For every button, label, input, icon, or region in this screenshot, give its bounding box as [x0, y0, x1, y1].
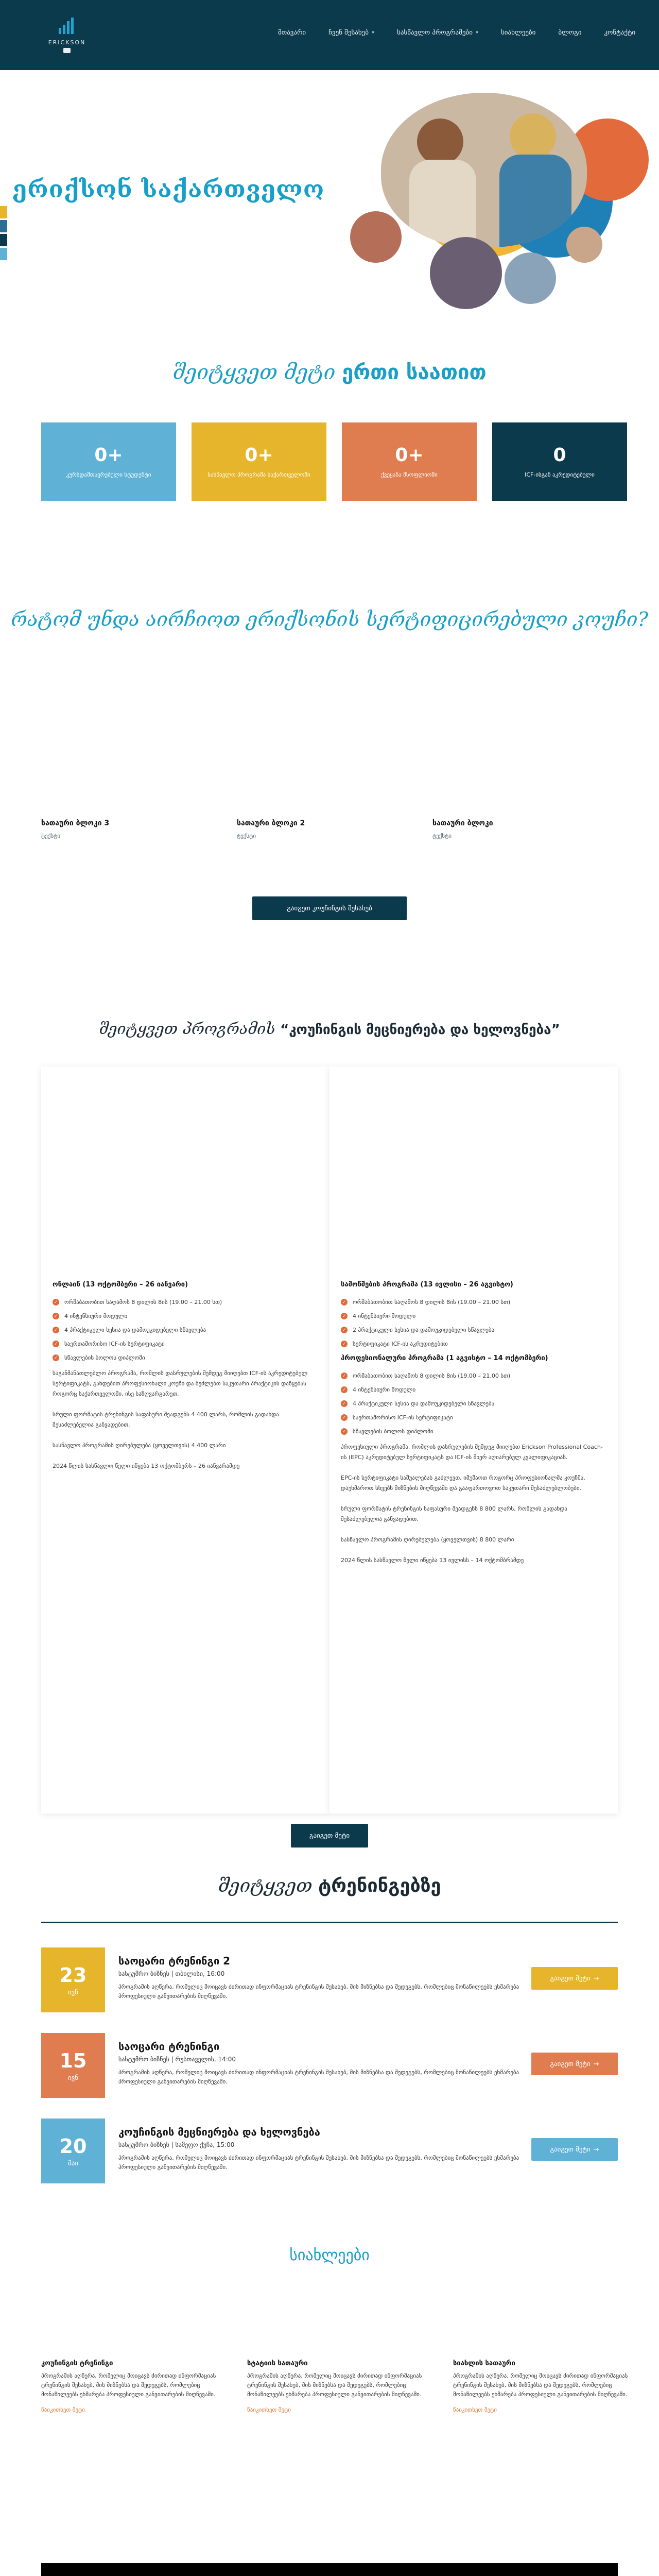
side-tab[interactable] — [0, 248, 7, 260]
nav-item-contact[interactable]: კონტაქტი — [604, 29, 636, 37]
team-photo — [505, 252, 556, 304]
trainings-heading: შეიტყვეთ ტრენინგებზე — [218, 1875, 441, 1896]
check-icon: ✓ — [53, 1354, 59, 1361]
check-icon: ✓ — [53, 1313, 59, 1319]
list-item: ✓ 4 პრაქტიკული სესია და დამოუკიდებელი სწავლება — [53, 1327, 318, 1333]
check-icon: ✓ — [53, 1327, 59, 1333]
date-tile: 23 ივნ — [41, 1947, 105, 2012]
nav-item-about[interactable]: ჩვენ შესახებ ▾ — [328, 29, 375, 37]
nav-item-programs[interactable]: სასწავლო პროგრამები ▾ — [397, 29, 478, 37]
language-flag-icon[interactable] — [63, 48, 71, 53]
team-photo — [430, 237, 502, 309]
list-item: ✓ ორშაბათობით საღამოს 8 დილის 8ის (19.00 – 21.00 სთ) — [341, 1299, 606, 1306]
side-tab[interactable] — [0, 234, 7, 246]
stats-row — [41, 422, 627, 501]
check-icon: ✓ — [341, 1327, 348, 1333]
chevron-down-icon: ▾ — [475, 30, 478, 36]
stat-card: 0+ კურსდამთავრებული სტუდენტი — [41, 422, 176, 501]
check-icon: ✓ — [341, 1341, 348, 1347]
news-item[interactable]: სიახლის სათაური პროგრამის აღწერა, რომელიც მოიცავს ძირითად ინფორმაციას ტრენინგის შესახებ, მის მიზნებსა და შედეგებს, რომლებიც მონაწილეებს ეხმარება პროფესიული განვითარების მიღწევაში. წაიკითხეთ მეტი — [453, 2360, 628, 2413]
training-more-button[interactable]: გაიგეთ მეტი → — [531, 1967, 618, 1990]
check-icon: ✓ — [53, 1299, 59, 1306]
info-card: სათაური ბლოკი 2 ტექსტი — [237, 819, 305, 839]
side-accessibility-tabs — [0, 206, 7, 262]
main-nav — [278, 29, 635, 37]
team-photo — [566, 227, 602, 263]
arrow-right-icon: → — [593, 2060, 599, 2068]
check-icon: ✓ — [341, 1313, 348, 1319]
info-card: სათაური ბლოკი 3 ტექსტი — [41, 819, 110, 839]
stat-card: 0+ ქვეყანა მსოფლიოში — [342, 422, 477, 501]
news-list — [41, 2360, 638, 2413]
list-item: ✓ ორშაბათობით საღამოს 8 დილის 8ის (19.00 – 21.00 სთ) — [341, 1372, 606, 1379]
training-row: 20 მაი კოუჩინგის მეცნიერება და ხელოვნება სასტუმრო ბიზნეს | სამეფო ქუჩა, 15:00 პროგრამის აღწერა, რომელიც მოიცავს ძირითად ინფორმაციას ტრენინგის შესახებ, მის მიზნებსა და შედეგებს, რომლებიც მონაწილეებს ეხმარება პროფესიული განვითარების მიღწევაში. გაიგეთ მეტი → — [41, 2119, 618, 2183]
logo[interactable] — [36, 15, 98, 57]
list-item: ✓ სწავლების ბოლოს დიპლომი — [53, 1354, 318, 1361]
list-item: ✓ სწავლების ბოლოს დიპლომი — [341, 1428, 606, 1435]
date-tile: 20 მაი — [41, 2119, 105, 2183]
hero-photo-main — [381, 93, 587, 247]
date-tile: 15 ივნ — [41, 2033, 105, 2098]
nav-item-news[interactable]: სიახლეები — [500, 29, 536, 37]
logo-bars-icon — [57, 15, 77, 36]
list-item: ✓ 4 ინტენსიური მოდული — [341, 1386, 606, 1393]
training-more-button[interactable]: გაიგეთ მეტი → — [531, 2053, 618, 2075]
news-item[interactable]: სტატიის სათაური პროგრამის აღწერა, რომელიც მოიცავს ძირითად ინფორმაციას ტრენინგის შესახებ, მის მიზნებსა და შედეგებს, რომლებიც მონაწილეებს ეხმარება პროფესიული განვითარების მიღწევაში. წაიკითხეთ მეტი — [247, 2360, 422, 2413]
list-item: ✓ 4 ინტენსიური მოდული — [53, 1313, 318, 1319]
news-heading: სიახლეები — [289, 2246, 370, 2264]
program-card-right: სამოწმების პროგრამა (13 ივლისი – 26 აგვისტო) ✓ ორშაბათობით საღამოს 8 დილის 8ის (19.00 – 21.00 სთ) ✓ 4 ინტენსიური მოდული ✓ 2 პრაქტიკული სესია და დამოუკიდებელი სწავლება ✓ სერტიფიკატი ICF-ის აკრედიტებით პროფესიონალური პროგრამა (1 აგვისტო – 14 ოქტომბერი) ✓ ორშაბათობით საღამოს 8 დილის 8ის (19.00 – 21.00 სთ) ✓ 4 ინტენსიური მოდული ✓ 4 პრაქტიკული სესია და დამოუკიდებელი სწავლება ✓ საერთაშორისო ICF-ის სერტიფიკატი ✓ სწავლების ბოლოს დიპლომი პროფესიული პროგრამა, რომლის დასრულების შემდეგ მიიღებთ Erickson Professional Coach-ის (EPC) აკრედიტებულ სერტიფიკატს და ICF-ის მიერ აღიარებულ კვალიფიკაციას. EPC-ის სერტიფიკატი საშუალებას გაძლევთ, იმუშაოთ როგორც პროფესიონალმა კოუჩმა, დაეხმაროთ სხვებს მიზნების მიღწევაში და გააფართოვოთ საკუთარი შესაძლებლობები. სრული ფორმატის ტრენინგის საფასური შეადგენს 8 800 ლარს, რომლის გადახდა შესაძლებელია განვადებით. სასწავლო პროგრამის ღირებულება (ყოველთვის) 8 800 ლარი 2024 წლის სასწავლო წელი იწყება 13 ივლისს – 14 ოქტომბრამდე — [330, 1066, 618, 1814]
check-icon: ✓ — [341, 1414, 348, 1421]
chevron-down-icon: ▾ — [372, 30, 375, 36]
list-item: ✓ საერთაშორისო ICF-ის სერტიფიკატი — [341, 1414, 606, 1421]
program-more-button[interactable]: გაიგეთ მეტი — [291, 1824, 368, 1848]
check-icon: ✓ — [341, 1400, 348, 1407]
list-item: ✓ 4 ინტენსიური მოდული — [341, 1313, 606, 1319]
arrow-right-icon: → — [593, 2145, 599, 2154]
check-icon: ✓ — [341, 1299, 348, 1306]
nav-item-home[interactable]: მთავარი — [278, 29, 306, 37]
nav-item-blog[interactable]: ბლოგი — [558, 29, 582, 37]
training-row: 23 ივნ საოცარი ტრენინგი 2 სასტუმრო ბიზნეს | თბილისი, 16:00 პროგრამის აღწერა, რომელიც მოიცავს ძირითად ინფორმაციას ტრენინგის შესახებ, მის მიზნებსა და შედეგებს, რომლებიც მონაწილეებს ეხმარება პროფესიული განვითარების მიღწევაში. გაიგეთ მეტი → — [41, 1947, 618, 2012]
stat-card: 0 ICF-ისგან აკრედიტებული — [492, 422, 627, 501]
news-item[interactable]: კოუჩინგის ტრენინგი პროგრამის აღწერა, რომელიც მოიცავს ძირითად ინფორმაციას ტრენინგის შესახებ, მის მიზნებსა და შედეგებს, რომლებიც მონაწილეებს ეხმარება პროფესიული განვითარების მიღწევაში. წაიკითხეთ მეტი — [41, 2360, 216, 2413]
learn-coaching-button[interactable]: გაიგეთ კოუჩინგის შესახებ — [252, 896, 407, 920]
list-item: ✓ სერტიფიკატი ICF-ის აკრედიტებით — [341, 1341, 606, 1347]
hero-title: ერიქსონ საქართველო — [12, 175, 325, 203]
list-item: ✓ 4 პრაქტიკული სესია და დამოუკიდებელი სწავლება — [341, 1400, 606, 1407]
hero-collage-image — [350, 82, 659, 309]
list-item: ✓ ორშაბათობით საღამოს 8 დილის 8ის (19.00 – 21.00 სთ) — [53, 1299, 318, 1306]
training-more-button[interactable]: გაიგეთ მეტი → — [531, 2138, 618, 2161]
check-icon: ✓ — [341, 1386, 348, 1393]
check-icon: ✓ — [341, 1428, 348, 1435]
info-card: სათაური ბლოკი ტექსტი — [432, 819, 493, 839]
list-item: ✓ 2 პრაქტიკული სესია და დამოუკიდებელი სწავლება — [341, 1327, 606, 1333]
info-cards — [41, 819, 582, 839]
side-tab[interactable] — [0, 220, 7, 232]
why-coach-heading: რატომ უნდა აირჩიოთ ერიქსონის სერტიფიცირებული კოუჩი? — [11, 608, 648, 631]
program-heading: შეიტყვეთ პროგრამის “კოუჩინგის მეცნიერება და ხელოვნება” — [99, 1020, 560, 1038]
stats-heading: შეიტყვეთ მეტი ერთი საათით — [172, 361, 487, 384]
side-tab[interactable] — [0, 206, 7, 218]
check-icon: ✓ — [53, 1341, 59, 1347]
training-row: 15 ივნ საოცარი ტრენინგი სასტუმრო ბიზნეს | რუსთაველის, 14:00 პროგრამის აღწერა, რომელიც მოიცავს ძირითად ინფორმაციას ტრენინგის შესახებ, მის მიზნებსა და შედეგებს, რომლებიც მონაწილეებს ეხმარება პროფესიული განვითარების მიღწევაში. გაიგეთ მეტი → — [41, 2033, 618, 2098]
program-card-left: ონლაინ (13 ოქტომბერი – 26 იანვარი) ✓ ორშაბათობით საღამოს 8 დილის 8ის (19.00 – 21.00 სთ) ✓ 4 ინტენსიური მოდული ✓ 4 პრაქტიკული სესია და დამოუკიდებელი სწავლება ✓ საერთაშორისო ICF-ის სერტიფიკატი ✓ სწავლების ბოლოს დიპლომი საგანმანათლებლო პროგრამა, რომლის დასრულების შემდეგ მიიღებთ ICF-ის აკრედიტებულ სერტიფიკატს, გახდებით პროფესიონალი კოუჩი და შეძლებთ საკუთარი პრაქტიკის დაწყებას როგორც საქართველოში, ისე საზღვარგარეთ. სრული ფორმატის ტრენინგის საფასური შეადგენს 4 400 ლარს, რომლის გადახდა შესაძლებელია განვადებით. სასწავლო პროგრამის ღირებულება (ყოველთვის) 4 400 ლარი 2024 წლის სასწავლო წელი იწყება 13 ოქტომბერს – 26 იანვარამდე — [41, 1066, 330, 1814]
arrow-right-icon: → — [593, 1974, 599, 1982]
video-player[interactable] — [41, 2563, 618, 2576]
team-photo — [350, 211, 402, 263]
check-icon: ✓ — [341, 1372, 348, 1379]
logo-text: ERICKSON — [48, 39, 86, 46]
divider — [41, 1922, 618, 1923]
site-header — [0, 0, 659, 70]
stat-card: 0+ სასწავლო პროგრამა საქართველოში — [192, 422, 326, 501]
list-item: ✓ საერთაშორისო ICF-ის სერტიფიკატი — [53, 1341, 318, 1347]
